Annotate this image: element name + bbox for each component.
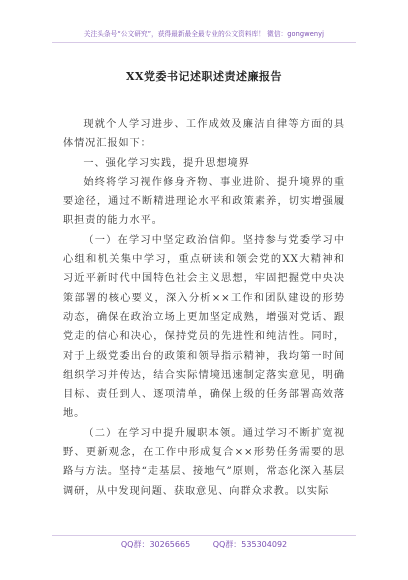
footer-qq-group-1: QQ群：30265665: [120, 540, 191, 549]
footer-contact: [52, 539, 356, 550]
paragraph-subsection-1: （一）在学习中坚定政治信仰。坚持参与党委学习中心组和机关集中学习，重点研读和领会党的XX大精神和习近平新时代中国特色社会主义思想，牢固把握党中央决策部署的核心要义，深入分析××工作和团队建设的形势动态，确保在政治立场上更加坚定成熟，增强对党话、跟党走的信心和决心，保持党员的先进性和纯洁性。同时，对于上级党委出台的政策和领导指示精神，我均第一时间组织学习并传达，结合实际情境迅速制定落实意见，明确目标、责任到人、逐项清单，确保上级的任务部署高效落地。: [63, 234, 345, 420]
header-promo-text: 关注头条号“公文研究”，获得最新最全最专业的公文资料库！ 微信：gongwenyj: [83, 30, 325, 38]
document-title: XX党委书记述职述责述廉报告: [125, 70, 283, 83]
paragraph-section-1-intro: 始终将学习视作修身齐物、事业进阶、提升境界的重要途径，通过不断精进理论水平和政策素养，切实增强履职担责的能力水平。: [63, 176, 345, 227]
section-heading-1: 一、强化学习实践，提升思想境界: [83, 157, 250, 169]
page-header: [52, 28, 356, 43]
footer-qq-group-2: QQ群：535304092: [212, 540, 288, 549]
page-footer: [52, 535, 356, 550]
paragraph-subsection-2: （二）在学习中提升履职本领。通过学习不断扩宽视野、更新观念，在工作中形成复合××形势任务需要的思路与方法。坚持“走基层、接地气”原则，常态化深入基层调研，从中发现问题、获取意见、向群众求教。以实际: [63, 427, 345, 497]
document-body: [63, 115, 345, 501]
paragraph-intro: 现就个人学习进步、工作成效及廉洁自律等方面的具体情况汇报如下：: [63, 119, 345, 150]
